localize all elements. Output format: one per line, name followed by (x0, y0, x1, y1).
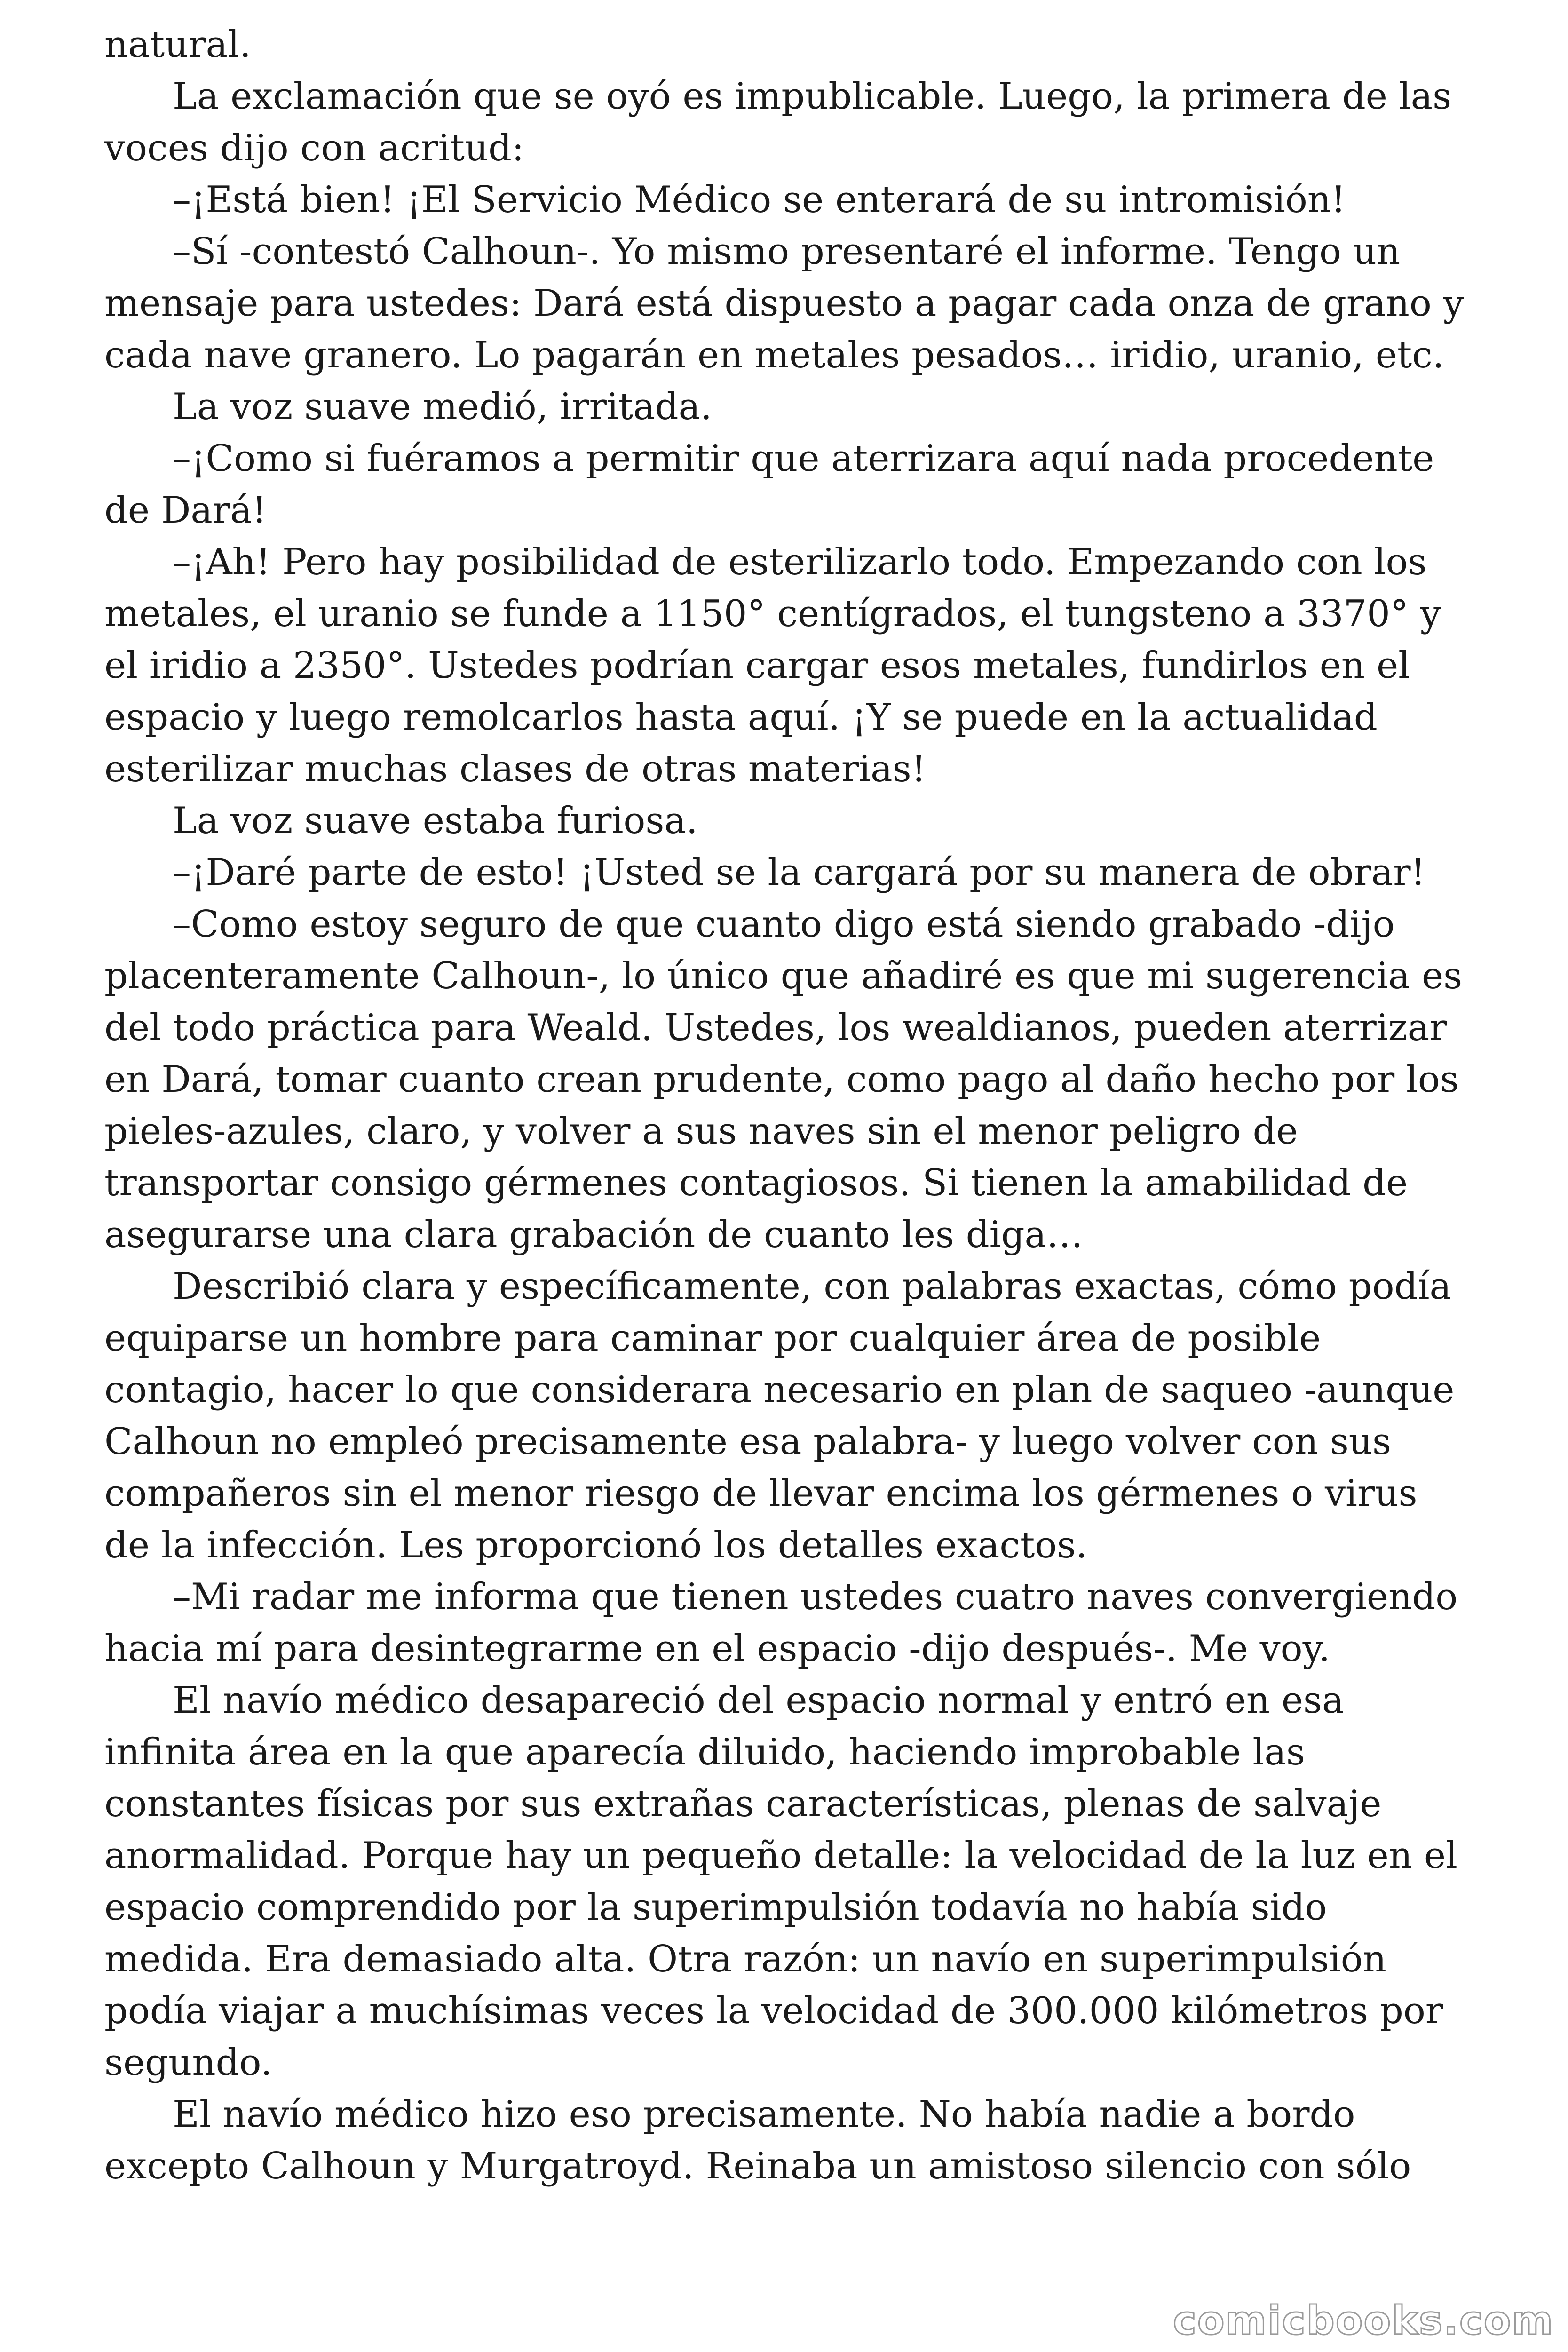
paragraph: La voz suave medió, irritada. (173, 386, 712, 428)
dialogue-paragraph: –Mi radar me informa que tienen ustedes cuatro naves convergiendo hacia mí para desintegrarme en el espacio -dijo después-. Me voy. (104, 1576, 1458, 1670)
dialogue-paragraph: –¡Ah! Pero hay posibilidad de esterilizarlo todo. Empezando con los metales, el uranio se funde a 1150° centígrados, el tungsteno a 3370° y el iridio a 2350°. Ustedes podrían cargar esos metales, fundirlos en el espacio y luego remolcarlos hasta aquí. ¡Y se puede en la actualidad esterilizar muchas clases de otras materias! (104, 541, 1441, 790)
dialogue-paragraph: –Sí -contestó Calhoun-. Yo mismo presentaré el informe. Tengo un mensaje para ustedes: Dará está dispuesto a pagar cada onza de grano y cada nave granero. Lo pagarán en metales pesados… iridio, uranio, etc. (104, 230, 1464, 376)
text-body (104, 19, 1473, 2192)
dialogue-paragraph: –¡Está bien! ¡El Servicio Médico se enterará de su intromisión! (173, 179, 1346, 221)
watermark-logo: comicbooks.com (1173, 2297, 1554, 2344)
dialogue-paragraph: –Como estoy seguro de que cuanto digo está siendo grabado -dijo placenteramente Calhoun-, lo único que añadiré es que mi sugerencia es del todo práctica para Weald. Ustedes, los wealdianos, pueden aterrizar en Dará, tomar cuanto crean prudente, como pago al daño hecho por los pieles-azules, claro, y volver a sus naves sin el menor peligro de transportar consigo gérmenes contagiosos. Si tienen la amabilidad de asegurarse una clara grabación de cuanto les diga… (104, 903, 1463, 1256)
paragraph: El navío médico hizo eso precisamente. No había nadie a bordo excepto Calhoun y Murgatroyd. Reinaba un amistoso silencio con sólo (104, 2093, 1411, 2187)
dialogue-paragraph: –¡Daré parte de esto! ¡Usted se la cargará por su manera de obrar! (173, 851, 1425, 894)
paragraph: La exclamación que se oyó es impublicable. Luego, la primera de las voces dijo con acritud: (104, 75, 1452, 169)
paragraph-continuation: natural. (104, 24, 251, 66)
paragraph: El navío médico desapareció del espacio normal y entró en esa infinita área en la que aparecía diluido, haciendo improbable las constantes físicas por sus extrañas características, plenas de salvaje anormalidad. Porque hay un pequeño detalle: la velocidad de la luz en el espacio comprendido por la superimpulsión todavía no había sido medida. Era demasiado alta. Otra razón: un navío en superimpulsión podía viajar a muchísimas veces la velocidad de 300.000 kilómetros por segundo. (104, 1679, 1457, 2084)
dialogue-paragraph: –¡Como si fuéramos a permitir que aterrizara aquí nada procedente de Dará! (104, 437, 1434, 532)
paragraph: La voz suave estaba furiosa. (173, 800, 698, 842)
paragraph: Describió clara y específicamente, con palabras exactas, cómo podía equiparse un hombre para caminar por cualquier área de posible contagio, hacer lo que considerara necesario en plan de saqueo -aunque Calhoun no empleó precisamente esa palabra- y luego volver con sus compañeros sin el menor riesgo de llevar encima los gérmenes o virus de la infección. Les proporcionó los detalles exactos. (104, 1265, 1455, 1566)
